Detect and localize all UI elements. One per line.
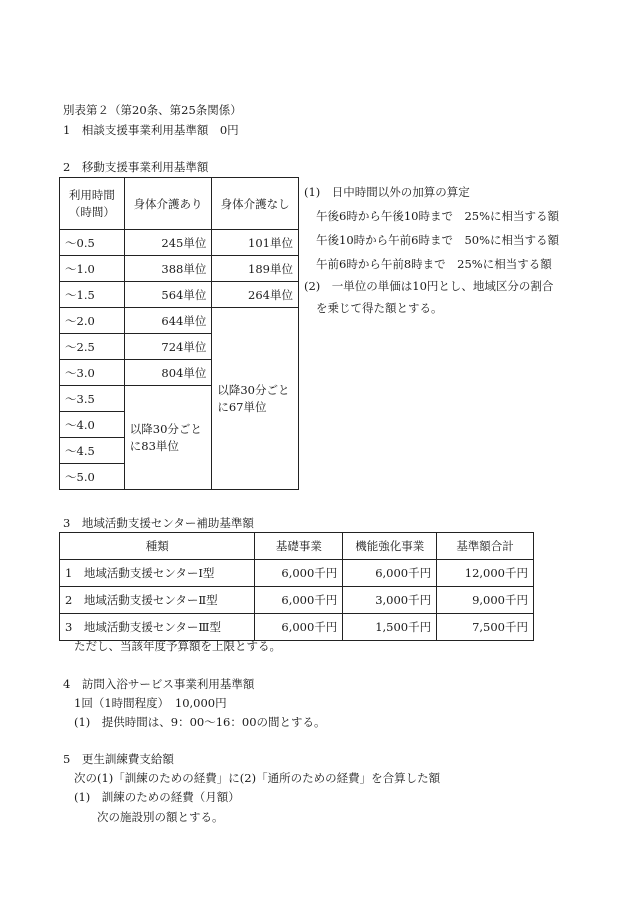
header-without-care: 身体介護なし bbox=[212, 178, 299, 230]
section-3-title: 3 地域活動支援センター補助基準額 bbox=[63, 516, 254, 530]
note-1-line-3: 午前6時から午前8時まで 25%に相当する額 bbox=[316, 257, 552, 271]
header-with-care: 身体介護あり bbox=[124, 178, 212, 230]
time-cell: ～5.0 bbox=[60, 464, 125, 490]
total-cell: 7,500千円 bbox=[437, 614, 534, 641]
appendix-heading: 別表第２（第20条、第25条関係） bbox=[63, 103, 242, 117]
time-cell: ～3.5 bbox=[60, 386, 125, 412]
basic-cell: 6,000千円 bbox=[255, 614, 343, 641]
time-cell: ～0.5 bbox=[60, 230, 125, 256]
header-time: 利用時間（時間） bbox=[60, 178, 125, 230]
time-cell: ～4.5 bbox=[60, 438, 125, 464]
time-cell: ～3.0 bbox=[60, 360, 125, 386]
without-care-cell: 264単位 bbox=[212, 282, 299, 308]
with-care-after-cell: 以降30分ごとに83単位 bbox=[124, 386, 212, 490]
type-cell: 3 地域活動支援センターⅢ型 bbox=[60, 614, 255, 641]
without-care-cell: 101単位 bbox=[212, 230, 299, 256]
with-care-cell: 564単位 bbox=[124, 282, 212, 308]
time-cell: ～2.0 bbox=[60, 308, 125, 334]
type-cell: 2 地域活動支援センターⅡ型 bbox=[60, 587, 255, 614]
section-1-consultation: 1 相談支援事業利用基準額 0円 bbox=[63, 123, 239, 137]
time-cell: ～4.0 bbox=[60, 412, 125, 438]
header-type: 種類 bbox=[60, 533, 255, 560]
total-cell: 12,000千円 bbox=[437, 560, 534, 587]
table-header-row bbox=[60, 533, 534, 560]
section-5-line-2: (1) 訓練のための経費（月額） bbox=[74, 790, 240, 804]
section-5-line-1: 次の(1)「訓練のための経費」に(2)「通所のための経費」を合算した額 bbox=[74, 771, 441, 785]
basic-cell: 6,000千円 bbox=[255, 587, 343, 614]
total-cell: 9,000千円 bbox=[437, 587, 534, 614]
enhanced-cell: 1,500千円 bbox=[343, 614, 437, 641]
header-total: 基準額合計 bbox=[437, 533, 534, 560]
enhanced-cell: 6,000千円 bbox=[343, 560, 437, 587]
with-care-cell: 804単位 bbox=[124, 360, 212, 386]
time-cell: ～1.0 bbox=[60, 256, 125, 282]
mobility-support-table bbox=[59, 177, 299, 490]
note-2: (2) 一単位の単価は10円とし、地域区分の割合 bbox=[304, 279, 554, 293]
time-cell: ～1.5 bbox=[60, 282, 125, 308]
with-care-cell: 644単位 bbox=[124, 308, 212, 334]
section-2-title: 2 移動支援事業利用基準額 bbox=[63, 160, 209, 174]
note-1-line-2: 午後10時から午前6時まで 50%に相当する額 bbox=[316, 233, 560, 247]
with-care-cell: 724単位 bbox=[124, 334, 212, 360]
header-basic: 基礎事業 bbox=[255, 533, 343, 560]
note-1: (1) 日中時間以外の加算の算定 bbox=[304, 185, 470, 199]
section-4-title: 4 訪問入浴サービス事業利用基準額 bbox=[63, 677, 255, 691]
table-row bbox=[60, 282, 299, 308]
type-cell: 1 地域活動支援センターⅠ型 bbox=[60, 560, 255, 587]
time-cell: ～2.5 bbox=[60, 334, 125, 360]
table-row bbox=[60, 308, 299, 334]
with-care-cell: 388単位 bbox=[124, 256, 212, 282]
table-row bbox=[60, 587, 534, 614]
note-2-line-2: を乗じて得た額とする。 bbox=[316, 301, 443, 315]
table-row bbox=[60, 560, 534, 587]
table-row bbox=[60, 230, 299, 256]
basic-cell: 6,000千円 bbox=[255, 560, 343, 587]
section-5-title: 5 更生訓練費支給額 bbox=[63, 752, 174, 766]
without-care-after-cell: 以降30分ごとに67単位 bbox=[212, 308, 299, 490]
enhanced-cell: 3,000千円 bbox=[343, 587, 437, 614]
table-row bbox=[60, 614, 534, 641]
with-care-cell: 245単位 bbox=[124, 230, 212, 256]
table-header-row bbox=[60, 178, 299, 230]
activity-center-table bbox=[59, 532, 534, 641]
note-1-line-1: 午後6時から午後10時まで 25%に相当する額 bbox=[316, 209, 560, 223]
section-3-note: ただし、当該年度予算額を上限とする。 bbox=[74, 639, 281, 653]
without-care-cell: 189単位 bbox=[212, 256, 299, 282]
table-row bbox=[60, 256, 299, 282]
header-enhanced: 機能強化事業 bbox=[343, 533, 437, 560]
section-5-line-3: 次の施設別の額とする。 bbox=[97, 810, 224, 824]
section-4-line-1: 1回（1時間程度） 10,000円 bbox=[74, 696, 227, 710]
section-4-line-2: (1) 提供時間は、9：00～16：00の間とする。 bbox=[74, 715, 326, 729]
